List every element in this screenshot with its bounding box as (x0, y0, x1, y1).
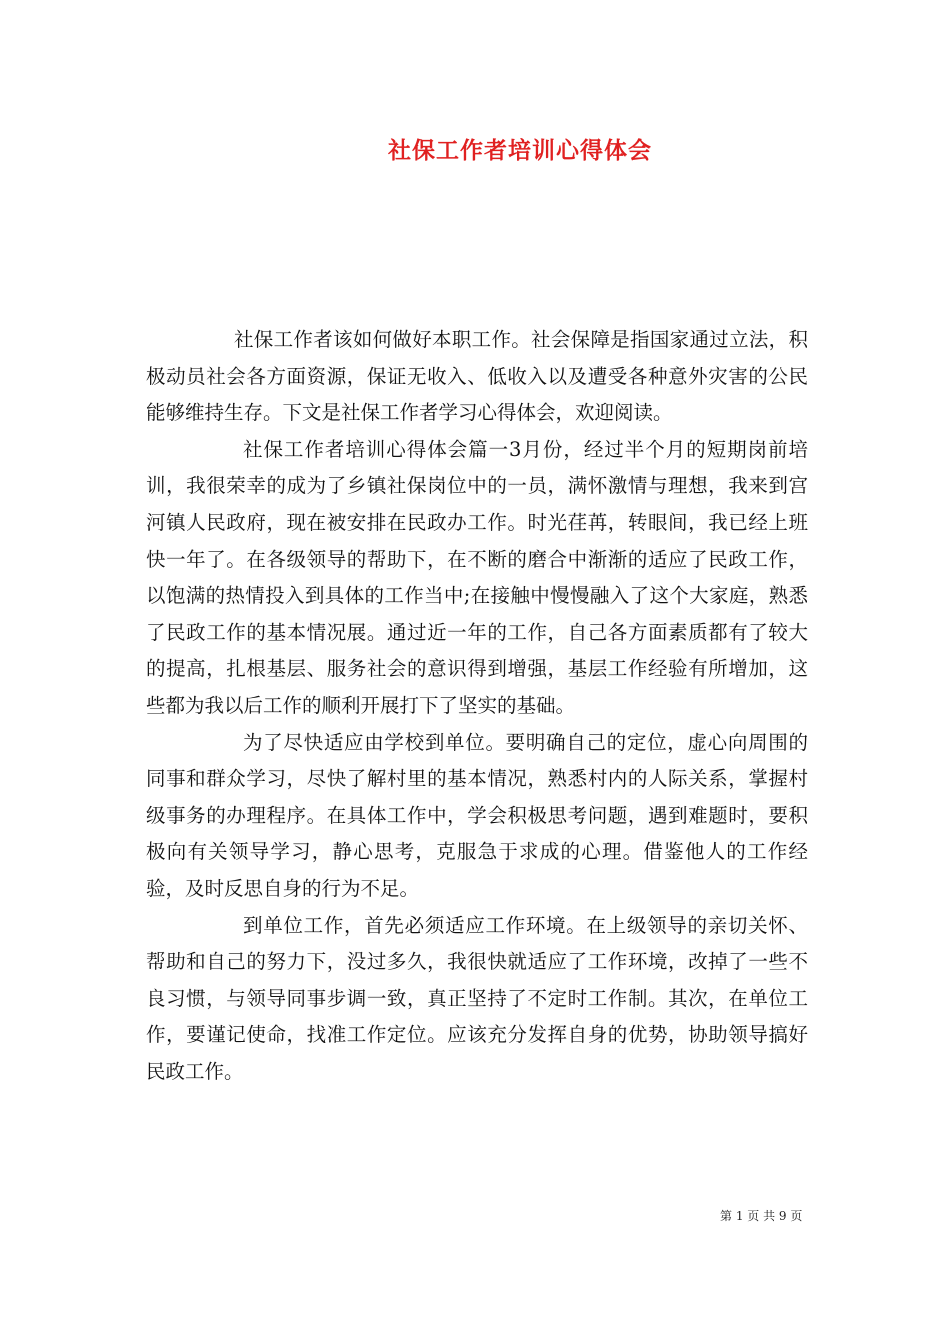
document-title: 社保工作者培训心得体会 (388, 137, 652, 164)
paragraph-intro: 社保工作者该如何做好本职工作。社会保障是指国家通过立法，积极动员社会各方面资源，保证无收入、低收入以及遭受各种意外灾害的公民能够维持生存。下文是社保工作者学习心得体会，欢迎阅读。 (146, 328, 808, 425)
paragraph-2: 为了尽快适应由学校到单位。要明确自己的定位，虚心向周围的同事和群众学习，尽快了解村里的基本情况，熟悉村内的人际关系，掌握村级事务的办理程序。在具体工作中，学会积极思考问题，遇到难题时，要积极向有关领导学习，静心思考，克服急于求成的心理。借鉴他人的工作经验，及时反思自身的行为不足。 (146, 730, 808, 900)
document-body (146, 322, 808, 1090)
page-number-footer: 第 1 页 共 9 页 (720, 1209, 803, 1223)
paragraph-1: 社保工作者培训心得体会篇一3月份，经过半个月的短期岗前培训，我很荣幸的成为了乡镇社保岗位中的一员，满怀激情与理想，我来到宫河镇人民政府，现在被安排在民政办工作。时光荏苒，转眼间，我已经上班快一年了。在各级领导的帮助下，在不断的磨合中渐渐的适应了民政工作，以饱满的热情投入到具体的工作当中;在接触中慢慢融入了这个大家庭，熟悉了民政工作的基本情况展。通过近一年的工作，自己各方面素质都有了较大的提高，扎根基层、服务社会的意识得到增强，基层工作经验有所增加，这些都为我以后工作的顺利开展打下了坚实的基础。 (146, 437, 808, 717)
paragraph-3: 到单位工作，首先必须适应工作环境。在上级领导的亲切关怀、帮助和自己的努力下，没过多久，我很快就适应了工作环境，改掉了一些不良习惯，与领导同事步调一致，真正坚持了不定时工作制。其次，在单位工作，要谨记使命，找准工作定位。应该充分发挥自身的优势，协助领导搞好民政工作。 (146, 913, 808, 1083)
